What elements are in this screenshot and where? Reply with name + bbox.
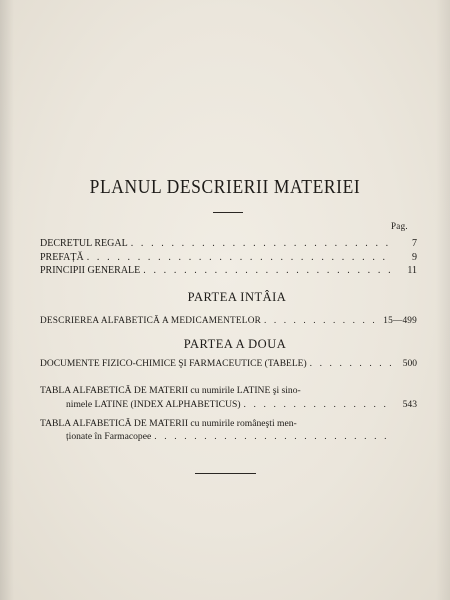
toc-row-principii — [40, 265, 417, 277]
toc-entry-label: PRINCIPII GENERALE — [40, 265, 141, 276]
toc-entry-label-continued: nimele LATINE (INDEX ALPHABETICUS) — [66, 399, 241, 410]
leader-dots — [264, 315, 380, 327]
leader-dots — [143, 265, 392, 277]
toc-entry-page: 9 — [412, 252, 417, 263]
toc-row-decretul — [40, 238, 417, 250]
leader-dots — [131, 238, 392, 250]
leader-dots — [154, 431, 392, 443]
end-divider — [195, 473, 256, 474]
toc-row-index-roman-line2 — [66, 431, 417, 443]
toc-row-descrierea — [40, 315, 417, 327]
leader-dots — [244, 399, 392, 411]
leader-dots — [310, 358, 392, 370]
title-divider — [213, 212, 243, 213]
toc-entry-label: DECRETUL REGAL — [40, 238, 128, 249]
toc-entry-page: 15—499 — [383, 316, 417, 326]
toc-row-prefata — [40, 252, 417, 264]
toc-entry-label: TABLA ALFABETICĂ DE MATERII cu numirile LATINE şi sino- — [40, 385, 301, 396]
toc-entry-label: TABLA ALFABETICĂ DE MATERII cu numirile româneşti men- — [40, 418, 297, 429]
toc-entry-label-continued: ționate în Farmacopee — [66, 431, 152, 442]
toc-entry-page: 11 — [407, 265, 417, 276]
toc-entry-page: 500 — [402, 359, 417, 369]
toc-entry-label: PREFAȚĂ — [40, 252, 84, 263]
toc-row-index-roman-line1 — [40, 418, 417, 430]
toc-row-documente — [40, 358, 417, 370]
section-heading-part-two: PARTEA A DOUA — [183, 337, 287, 351]
toc-entry-page: 7 — [412, 238, 417, 249]
page-column-label: Pag. — [391, 221, 408, 231]
toc-entry-label: DESCRIEREA ALFABETICĂ A MEDICAMENTELOR — [40, 316, 262, 326]
page-title: PLANUL DESCRIERII MATERIEI — [89, 174, 361, 198]
toc-row-index-latin-line2 — [66, 399, 417, 411]
toc-row-index-latin-line1 — [40, 385, 417, 397]
leader-dots — [87, 252, 392, 264]
toc-entry-page: 543 — [402, 399, 417, 410]
section-heading-part-one: PARTEA INTÂIA — [187, 290, 287, 304]
toc-entry-label: DOCUMENTE FIZICO-CHIMICE ŞI FARMACEUTICE (TABELE) — [40, 359, 307, 369]
